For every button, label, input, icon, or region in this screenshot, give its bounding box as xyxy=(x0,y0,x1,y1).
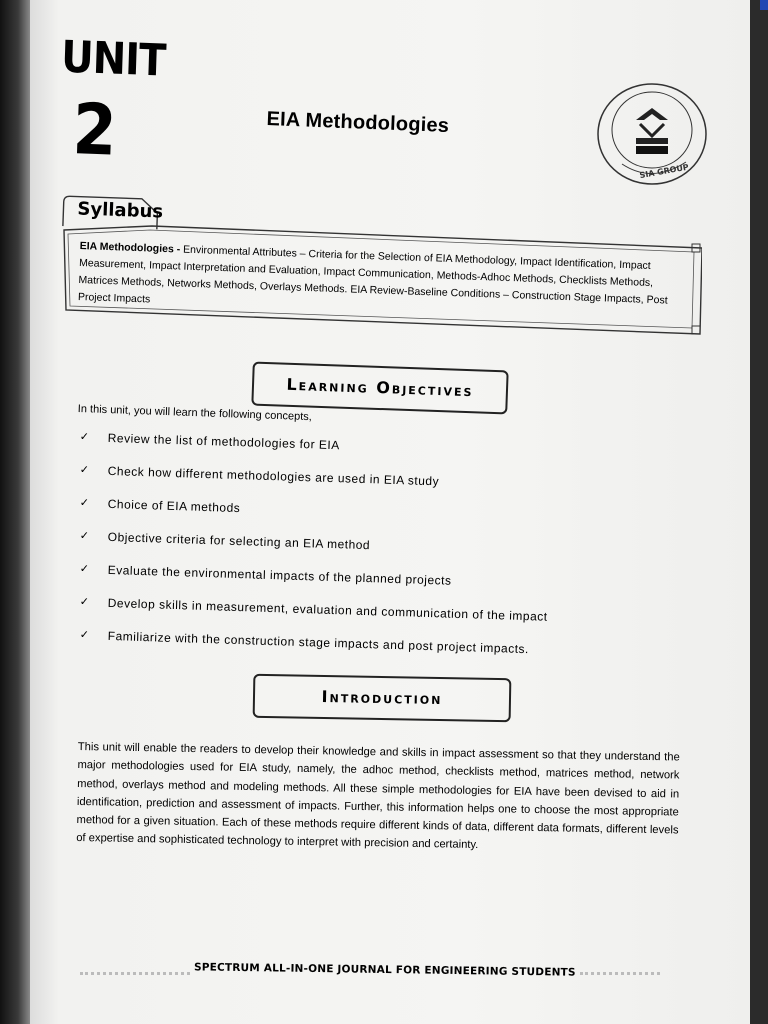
footer-text: SPECTRUM ALL-IN-ONE JOURNAL FOR ENGINEERING STUDENTS xyxy=(193,961,576,979)
introduction-paragraph: This unit will enable the readers to develop their knowledge and skills in impact assessment so that they understand the major methodologies used for EIA study, namely, the adhoc method, checklists method, matrices method, network method, overlays method and modeling methods. All these simple methodologies for EIA have been devised to aid in identification, prediction and assessment of impacts. Further, this information helps one to choose the most appropriate method for a given situation. Each of these methods require different kinds of data, different data formats, different levels of expertise and sophisticated technology to interpret with precision and certainty. xyxy=(76,740,680,852)
syllabus-lead: EIA Methodologies - xyxy=(79,239,181,256)
check-icon: ✓ xyxy=(79,530,90,543)
unit-label: UNIT xyxy=(60,32,167,87)
book-spine xyxy=(0,0,30,1024)
objective-text: Develop skills in measurement, evaluation and communication of the impact xyxy=(107,595,548,624)
check-icon: ✓ xyxy=(79,563,90,576)
objective-text: Check how different methodologies are used in EIA study xyxy=(107,463,440,489)
check-icon: ✓ xyxy=(79,497,90,510)
page-corner-mark xyxy=(760,0,768,10)
chapter-title: EIA Methodologies xyxy=(266,108,450,137)
syllabus-label: Syllabus xyxy=(77,198,164,223)
check-icon: ✓ xyxy=(79,464,90,477)
svg-text:SIA GROUP: SIA GROUP xyxy=(638,162,690,181)
objective-text: Evaluate the environmental impacts of the planned projects xyxy=(107,562,452,588)
learning-objectives-heading: Learning Objectives xyxy=(251,362,508,415)
publisher-logo xyxy=(594,80,710,188)
objective-text: Objective criteria for selecting an EIA method xyxy=(107,529,371,553)
check-icon: ✓ xyxy=(79,629,90,642)
syllabus-body: Environmental Attributes – Criteria for the Selection of EIA Methodology, Impact Identification, Impact Measurement, Impact Interpretation and Evaluation, Impact Communication, Methods-Adhoc Methods, Checklists Methods, Matrices Methods, Networks Methods, Overlays Methods. EIA Review-Baseline Conditions – Construction Stage Impacts, Post Project Impacts xyxy=(77,243,668,307)
objective-text: Familiarize with the construction stage impacts and post project impacts. xyxy=(107,628,530,657)
footer-divider-right xyxy=(580,972,660,979)
check-icon: ✓ xyxy=(79,431,90,444)
footer-divider-left xyxy=(80,972,190,979)
introduction-heading: Introduction xyxy=(253,674,512,722)
objective-text: Choice of EIA methods xyxy=(107,496,241,516)
page-footer xyxy=(60,962,700,986)
learning-objectives-intro: In this unit, you will learn the following concepts, xyxy=(77,403,313,424)
objectives-list xyxy=(78,430,598,661)
unit-number: 2 xyxy=(71,88,118,172)
objective-text: Review the list of methodologies for EIA xyxy=(107,430,340,453)
check-icon: ✓ xyxy=(79,596,90,609)
